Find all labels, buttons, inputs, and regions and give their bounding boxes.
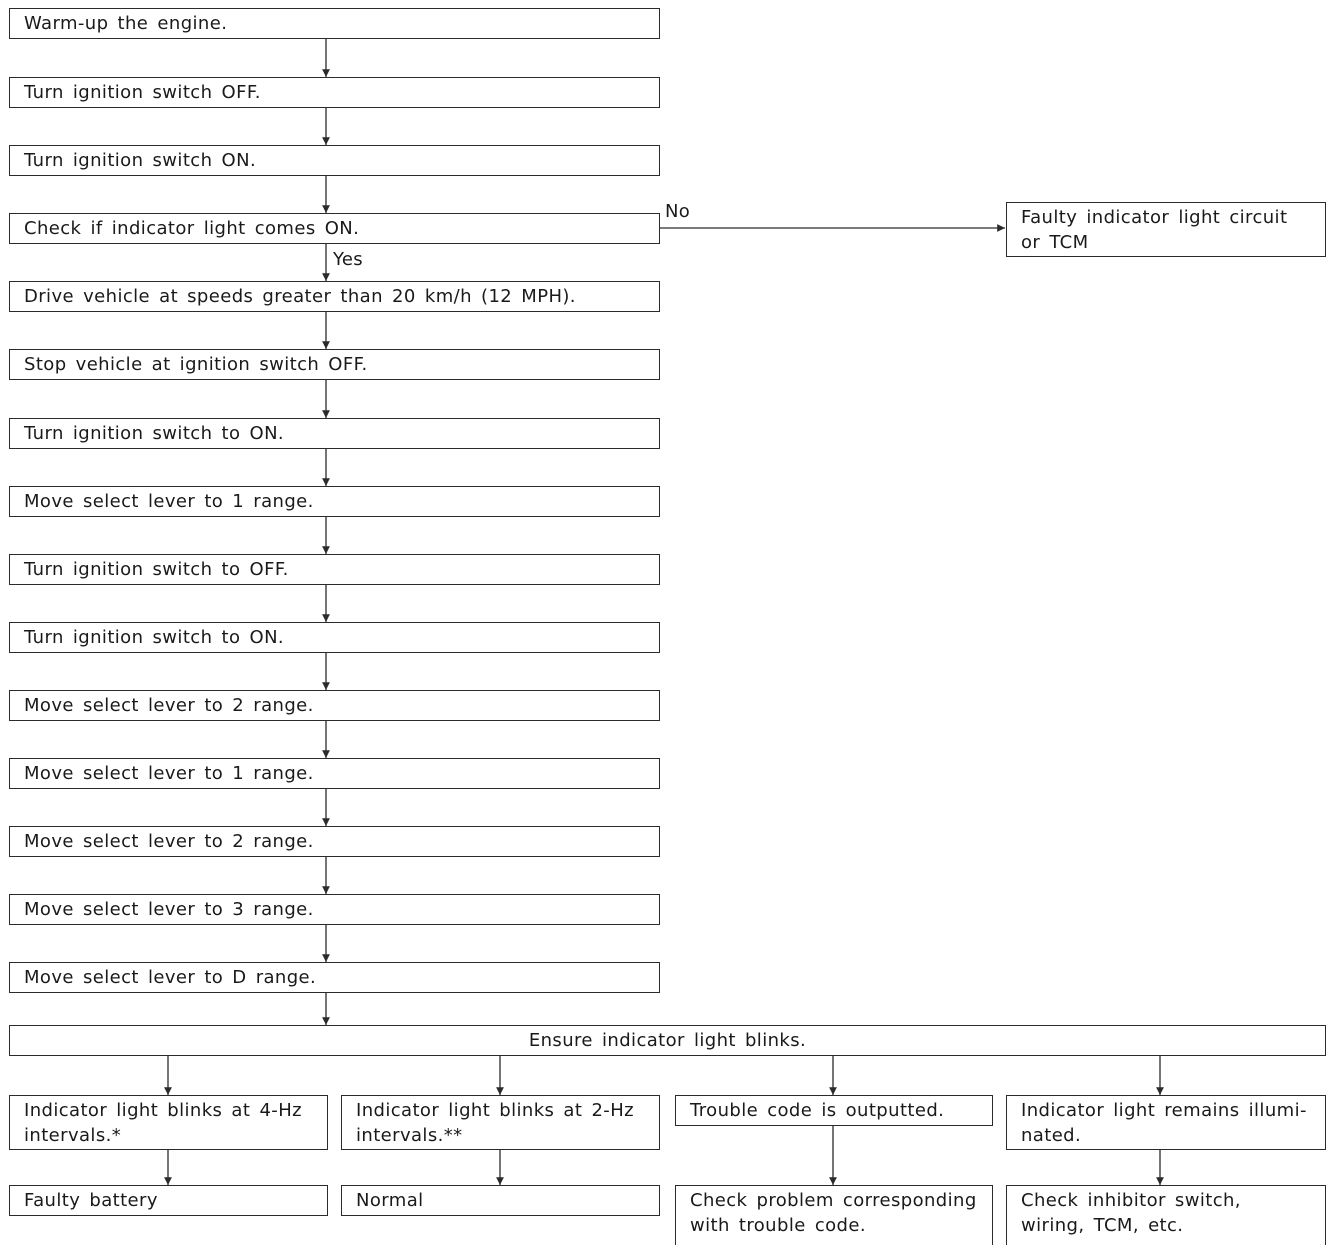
outcome-2hz-box: Indicator light blinks at 2-Hz intervals.** bbox=[341, 1095, 660, 1150]
step-box: Turn ignition switch to OFF. bbox=[9, 554, 660, 585]
step-box: Warm-up the engine. bbox=[9, 8, 660, 39]
result-faulty-battery-box: Faulty battery bbox=[9, 1185, 328, 1216]
step-box: Turn ignition switch to ON. bbox=[9, 622, 660, 653]
yes-label: Yes bbox=[333, 249, 363, 270]
step-box: Turn ignition switch OFF. bbox=[9, 77, 660, 108]
no-label: No bbox=[665, 201, 691, 222]
step-box: Move select lever to 2 range. bbox=[9, 690, 660, 721]
step-box: Move select lever to 2 range. bbox=[9, 826, 660, 857]
step-box: Move select lever to D range. bbox=[9, 962, 660, 993]
outcome-trouble-code-box: Trouble code is outputted. bbox=[675, 1095, 993, 1126]
step-box: Move select lever to 3 range. bbox=[9, 894, 660, 925]
result-check-inhibitor-box: Check inhibitor switch, wiring, TCM, etc. bbox=[1006, 1185, 1326, 1245]
step-box: Drive vehicle at speeds greater than 20 km/h (12 MPH). bbox=[9, 281, 660, 312]
decision-box: Check if indicator light comes ON. bbox=[9, 213, 660, 244]
result-check-trouble-code-box: Check problem corresponding with trouble code. bbox=[675, 1185, 993, 1245]
step-box: Stop vehicle at ignition switch OFF. bbox=[9, 349, 660, 380]
outcome-4hz-box: Indicator light blinks at 4-Hz intervals.* bbox=[9, 1095, 328, 1150]
faulty-circuit-box: Faulty indicator light circuit or TCM bbox=[1006, 202, 1326, 257]
step-box: Move select lever to 1 range. bbox=[9, 758, 660, 789]
result-normal-box: Normal bbox=[341, 1185, 660, 1216]
ensure-blink-box: Ensure indicator light blinks. bbox=[9, 1025, 1326, 1056]
step-box: Move select lever to 1 range. bbox=[9, 486, 660, 517]
step-box: Turn ignition switch to ON. bbox=[9, 418, 660, 449]
step-box: Turn ignition switch ON. bbox=[9, 145, 660, 176]
outcome-illuminated-box: Indicator light remains illumi-nated. bbox=[1006, 1095, 1326, 1150]
